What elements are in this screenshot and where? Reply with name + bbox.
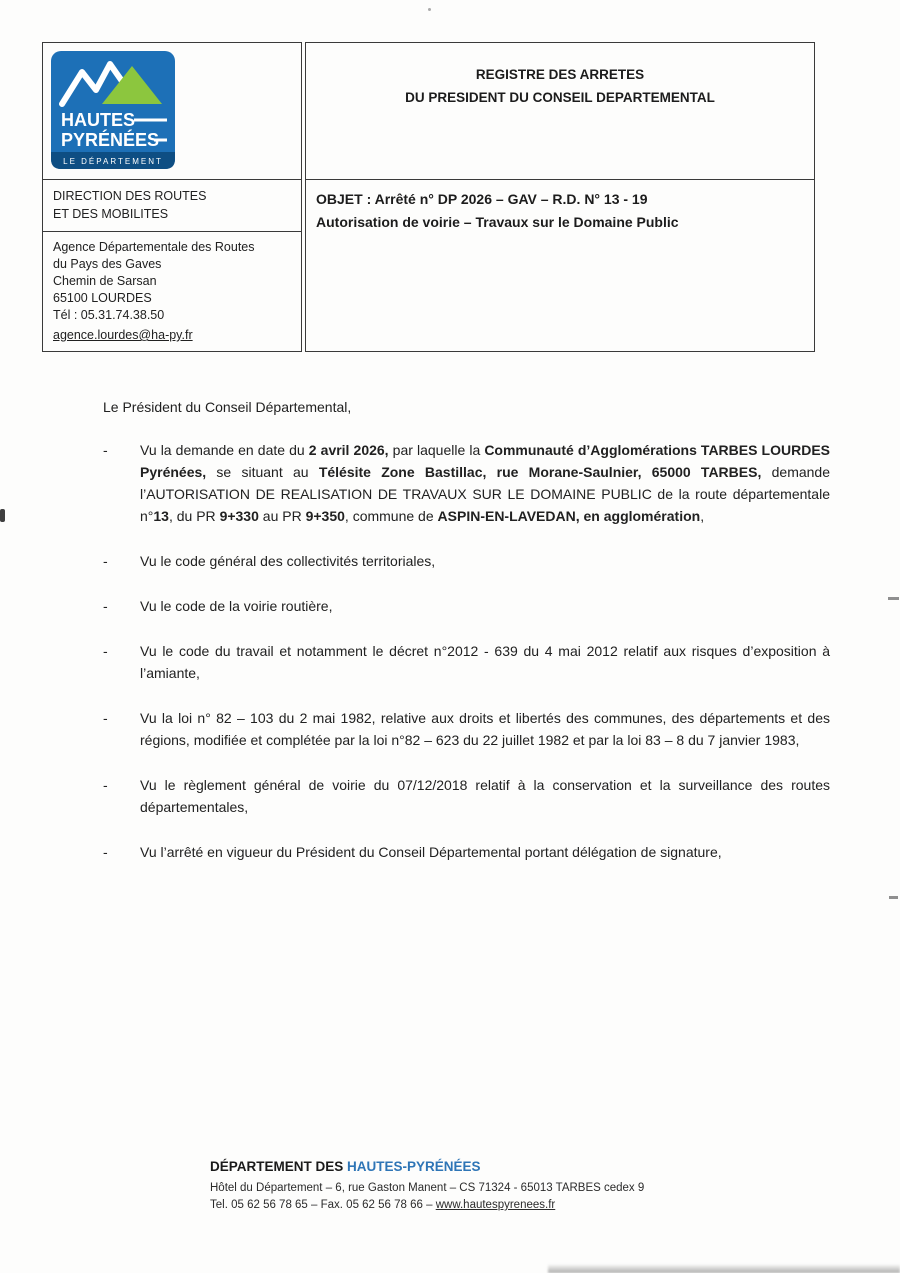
scan-artifact — [0, 509, 5, 522]
text-segment: 9+350 — [305, 508, 345, 524]
text-segment: Vu l’arrêté en vigueur du Président du Conseil Départemental portant délégation de signature, — [140, 844, 722, 860]
text-segment: par laquelle la — [388, 442, 485, 458]
objet-line1: OBJET : Arrêté n° DP 2026 – GAV – R.D. N° 13 - 19 — [316, 191, 648, 207]
intro-line: Le Président du Conseil Départemental, — [103, 399, 352, 415]
text-segment: Vu le code du travail et notamment le décret n°2012 - 639 du 4 mai 2012 relatif aux risques d’exposition à l’amiante, — [140, 643, 830, 681]
logo-text-hautes: HAUTES — [61, 110, 136, 130]
clause-dash: - — [103, 442, 108, 458]
registre-title-line2: DU PRESIDENT DU CONSEIL DEPARTEMENTAL — [405, 90, 715, 105]
clause-text — [140, 774, 830, 818]
clause-dash: - — [103, 598, 108, 614]
text-segment: Communauté d’Agglomérations TARBES LOURDES Pyrénées, — [140, 442, 830, 480]
clause-text — [140, 439, 830, 527]
text-segment: 2 avril 2026, — [308, 442, 389, 458]
footer-contact-prefix: Tel. 05 62 56 78 65 – Fax. 05 62 56 78 66 – — [210, 1199, 436, 1211]
vu-clause-4 — [103, 640, 830, 684]
vu-clause-2 — [103, 550, 830, 572]
text-segment: 13 — [153, 508, 169, 524]
clause-dash: - — [103, 777, 108, 793]
text-segment: Vu le règlement général de voirie du 07/12/2018 relatif à la conservation et la surveillance des routes départementales, — [140, 777, 830, 815]
agency-email-link[interactable]: agence.lourdes@ha-py.fr — [53, 328, 193, 342]
clause-text — [140, 707, 830, 751]
text-segment: demande l’AUTORISATION DE REALISATION DE TRAVAUX SUR LE DOMAINE PUBLIC de la route départementale n° — [140, 464, 830, 524]
header-left-column — [42, 42, 302, 352]
text-segment: Vu le code de la voirie routière, — [140, 598, 333, 614]
text-segment: ASPIN-EN-LAVEDAN, en agglomération — [437, 508, 701, 524]
vu-clause-7 — [103, 841, 830, 863]
vu-clause-1 — [103, 439, 830, 527]
scan-artifact — [888, 597, 899, 600]
direction-line: DIRECTION DES ROUTES — [53, 189, 207, 203]
logo-text-departement: LE DÉPARTEMENT — [63, 157, 163, 166]
text-segment: Vu le code général des collectivités territoriales, — [140, 553, 436, 569]
objet-box — [305, 180, 815, 352]
footer-dept-name: HAUTES-PYRÉNÉES — [347, 1159, 481, 1174]
text-segment: , commune de — [344, 508, 438, 524]
footer-contact — [210, 1197, 644, 1214]
text-segment: , — [700, 508, 705, 524]
footer-title — [210, 1158, 644, 1175]
clause-text — [140, 640, 830, 684]
footer-website-link[interactable]: www.hautespyrenees.fr — [435, 1199, 556, 1211]
hautes-pyrenees-logo-icon — [50, 50, 176, 170]
logo-box — [42, 42, 302, 180]
clause-text — [140, 550, 830, 572]
text-segment: Vu la demande en date du — [140, 442, 309, 458]
footer-dept-prefix: DÉPARTEMENT DES — [210, 1159, 348, 1174]
agency-line: du Pays des Gaves — [53, 257, 162, 271]
vu-clause-6 — [103, 774, 830, 818]
document-header — [42, 42, 815, 352]
clause-text — [140, 595, 830, 617]
objet-line2: Autorisation de voirie – Travaux sur le Domaine Public — [316, 214, 679, 230]
text-segment: Télésite Zone Bastillac, rue Morane-Saulnier, 65000 TARBES, — [318, 464, 762, 480]
text-segment: , du PR — [168, 508, 220, 524]
clause-dash: - — [103, 643, 108, 659]
logo-text-pyrenees: PYRÉNÉES — [61, 130, 160, 150]
clause-dash: - — [103, 710, 108, 726]
document-footer — [210, 1158, 644, 1214]
registre-box — [305, 42, 815, 180]
agency-line: 65100 LOURDES — [53, 291, 152, 305]
direction-line: ET DES MOBILITES — [53, 207, 169, 221]
text-segment: au PR — [258, 508, 306, 524]
text-segment: Vu la loi n° 82 – 103 du 2 mai 1982, relative aux droits et libertés des communes, des départements et des régions, modifiée et complétée par la loi n°82 – 623 du 22 juillet 1982 et par la loi 83 – 8 du 7 janvier 1983, — [140, 710, 830, 748]
text-segment: 9+330 — [219, 508, 259, 524]
footer-address: Hôtel du Département – 6, rue Gaston Manent – CS 71324 - 65013 TARBES cedex 9 — [210, 1182, 645, 1194]
vu-clause-5 — [103, 707, 830, 751]
scan-shadow — [548, 1264, 900, 1273]
agency-line: Agence Départementale des Routes — [53, 240, 255, 254]
header-right-column — [305, 42, 815, 352]
vu-clause-3 — [103, 595, 830, 617]
scan-artifact — [428, 8, 431, 11]
scan-artifact — [889, 896, 898, 899]
registre-title-line1: REGISTRE DES ARRETES — [475, 67, 645, 82]
agency-line: Chemin de Sarsan — [53, 274, 157, 288]
text-segment: se situant au — [206, 464, 319, 480]
document-body — [103, 396, 830, 886]
clause-dash: - — [103, 844, 108, 860]
clause-text — [140, 841, 830, 863]
clause-dash: - — [103, 553, 108, 569]
direction-box — [42, 180, 302, 232]
agency-box — [42, 232, 302, 352]
agency-line: Tél : 05.31.74.38.50 — [53, 308, 165, 322]
